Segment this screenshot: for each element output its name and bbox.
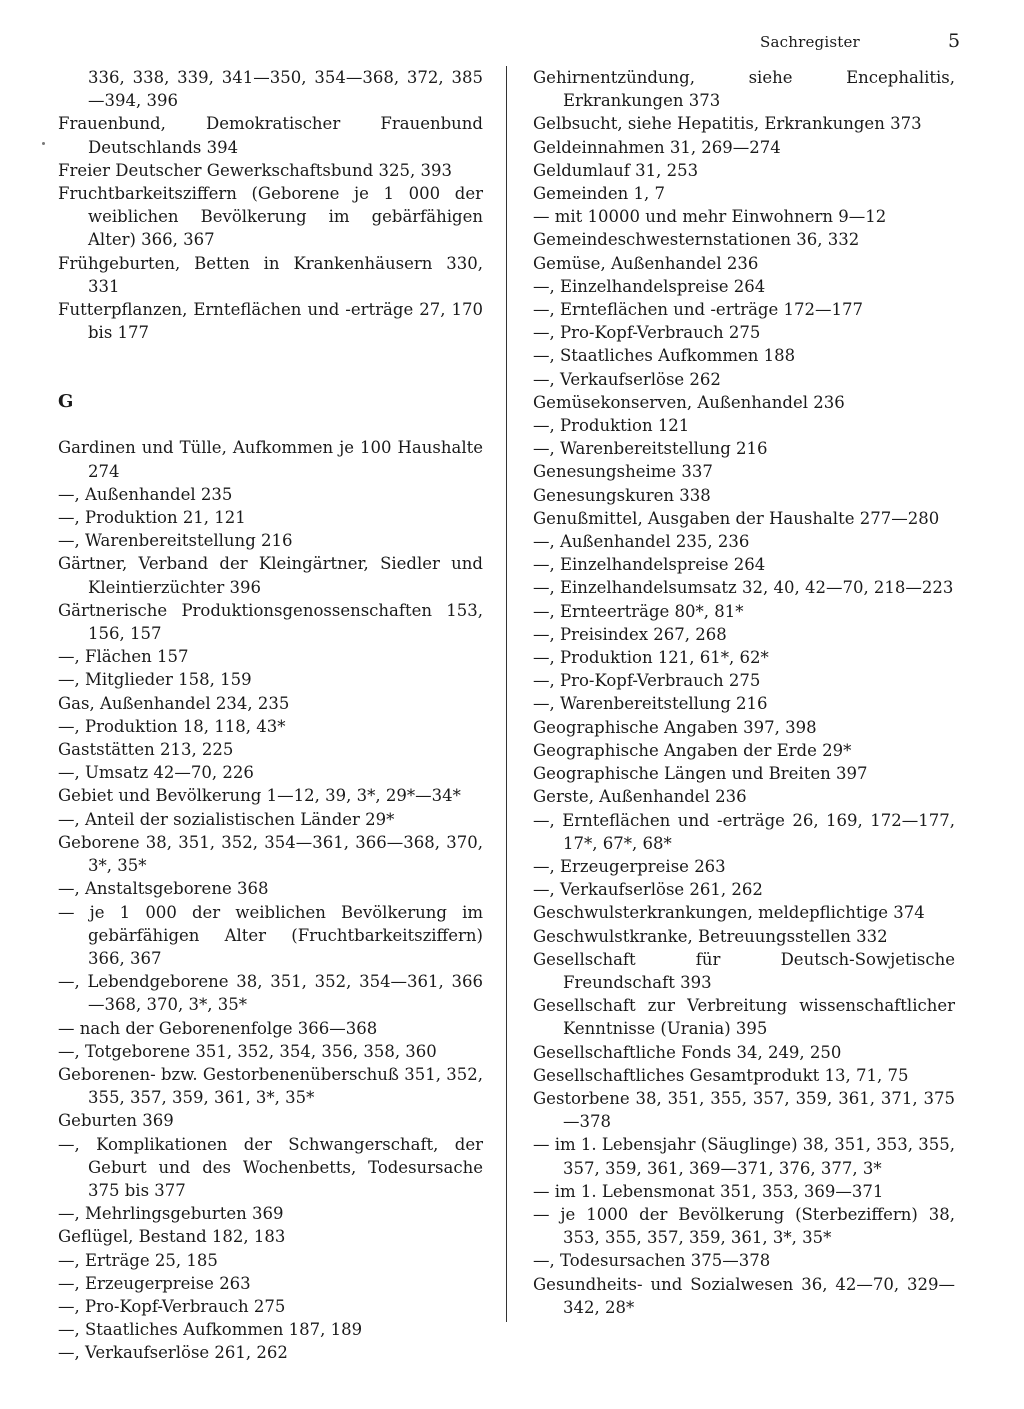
index-entry: Fruchtbarkeitsziffern (Geborene je 1 000 der weiblichen Bevölkerung im gebärfähigen Alter) 366, 367	[58, 184, 483, 250]
index-entry: Frauenbund, Demokratischer Frauenbund Deutschlands 394	[58, 114, 483, 157]
index-entry: 336, 338, 339, 341—350, 354—368, 372, 385—394, 396	[88, 68, 483, 111]
section-letter-heading: G	[58, 391, 74, 413]
index-subentry: —, Erzeugerpreise 263	[58, 1273, 251, 1293]
index-entry: Gaststätten 213, 225	[58, 740, 234, 760]
index-entry: Gesellschaft zur Verbreitung wissenschaftlicher Kenntnisse (Urania) 395	[533, 996, 955, 1039]
index-entry: Gardinen und Tülle, Aufkommen je 100 Haushalte 274	[58, 438, 483, 481]
index-subentry: —, Warenbereitstellung 216	[533, 694, 768, 714]
index-subentry: —, Anteil der sozialistischen Länder 29*	[58, 809, 395, 829]
index-entry: Gärtnerische Produktionsgenossenschaften 153, 156, 157	[58, 600, 483, 644]
index-entry: Gehirnentzündung, siehe Encephalitis, Erkrankungen 373	[533, 68, 955, 111]
index-entry: Frühgeburten, Betten in Krankenhäusern 330, 331	[58, 253, 483, 296]
index-entry: Geldumlauf 31, 253	[533, 160, 699, 180]
left-index-column	[58, 66, 483, 1365]
index-subentry: —, Umsatz 42—70, 226	[58, 763, 254, 783]
index-subentry: —, Einzelhandelsumsatz 32, 40, 42—70, 218—223	[533, 578, 954, 598]
index-entry: Gesundheits- und Sozialwesen 36, 42—70, 329—342, 28*	[533, 1274, 955, 1317]
index-entry: Genesungsheime 337	[533, 462, 713, 482]
index-entry: Geographische Angaben der Erde 29*	[533, 740, 852, 760]
index-entry: Genesungskuren 338	[533, 485, 711, 505]
index-subentry: —, Anstaltsgeborene 368	[58, 879, 269, 899]
index-subentry: —, Warenbereitstellung 216	[533, 439, 768, 459]
index-subentry: —, Staatliches Aufkommen 187, 189	[58, 1320, 363, 1340]
index-entry: Gestorbene 38, 351, 355, 357, 359, 361, 371, 375—378	[533, 1088, 955, 1132]
index-subentry: —, Pro-Kopf-Verbrauch 275	[533, 323, 761, 343]
index-subentry: —, Totgeborene 351, 352, 354, 356, 358, 360	[58, 1041, 437, 1061]
index-entry: Gebiet und Bevölkerung 1—12, 39, 3*, 29*—34*	[58, 786, 461, 806]
page-number: 5	[948, 30, 961, 52]
index-entry: Geborene 38, 351, 352, 354—361, 366—368, 370, 3*, 35*	[58, 832, 483, 876]
index-subentry: —, Außenhandel 235, 236	[533, 532, 750, 552]
index-subentry: —, Erträge 25, 185	[58, 1250, 218, 1270]
index-subentry: —, Pro-Kopf-Verbrauch 275	[533, 671, 761, 691]
index-entry: Gemeindeschwesternstationen 36, 332	[533, 230, 860, 250]
index-subentry: — je 1000 der Bevölkerung (Sterbeziffern) 38, 353, 355, 357, 359, 361, 3*, 35*	[533, 1204, 955, 1248]
right-index-column	[533, 66, 955, 1319]
index-subentry: —, Außenhandel 235	[58, 484, 233, 504]
index-subentry: —, Ernteflächen und -erträge 172—177	[533, 300, 863, 320]
index-entry: Geborenen- bzw. Gestorbenenüberschuß 351, 352, 355, 357, 359, 361, 3*, 35*	[58, 1064, 483, 1108]
index-subentry: — je 1 000 der weiblichen Bevölkerung im gebärfähigen Alter (Fruchtbarkeitsziffern) 366, 367	[58, 902, 483, 968]
index-entry: Gesellschaftliche Fonds 34, 249, 250	[533, 1042, 842, 1062]
index-entry: Gesellschaftliches Gesamtprodukt 13, 71, 75	[533, 1065, 909, 1085]
index-entry: Gärtner, Verband der Kleingärtner, Siedler und Kleintierzüchter 396	[58, 554, 483, 597]
page-header	[0, 30, 1024, 56]
index-subentry: —, Warenbereitstellung 216	[58, 531, 293, 551]
index-subentry: —, Produktion 121, 61*, 62*	[533, 648, 769, 668]
index-entry: Geflügel, Bestand 182, 183	[58, 1227, 286, 1247]
index-subentry: —, Produktion 121	[533, 416, 690, 436]
index-subentry: —, Produktion 18, 118, 43*	[58, 716, 286, 736]
index-subentry: —, Flächen 157	[58, 647, 189, 667]
index-subentry: —, Einzelhandelspreise 264	[533, 276, 766, 296]
index-subentry: —, Lebendgeborene 38, 351, 352, 354—361, 366—368, 370, 3*, 35*	[58, 972, 483, 1015]
column-divider	[506, 66, 507, 1322]
index-subentry: —, Verkaufserlöse 261, 262	[533, 880, 763, 900]
index-subentry: —, Mehrlingsgeburten 369	[58, 1204, 284, 1224]
index-subentry: —, Pro-Kopf-Verbrauch 275	[58, 1296, 286, 1316]
index-subentry: — mit 10000 und mehr Einwohnern 9—12	[533, 207, 887, 227]
index-entry: Gemüsekonserven, Außenhandel 236	[533, 392, 845, 412]
index-entry: Gas, Außenhandel 234, 235	[58, 693, 290, 713]
index-entry: Freier Deutscher Gewerkschaftsbund 325, 393	[58, 160, 452, 180]
index-entry: Geographische Längen und Breiten 397	[533, 764, 868, 784]
index-entry: Gemeinden 1, 7	[533, 184, 665, 204]
index-subentry: —, Todesursachen 375—378	[533, 1251, 771, 1271]
index-entry: Geldeinnahmen 31, 269—274	[533, 137, 781, 157]
index-subentry: —, Mitglieder 158, 159	[58, 670, 252, 690]
index-entry: Gemüse, Außenhandel 236	[533, 253, 759, 273]
index-subentry: —, Verkaufserlöse 261, 262	[58, 1343, 288, 1363]
index-entry: Genußmittel, Ausgaben der Haushalte 277—280	[533, 508, 940, 528]
running-head: Sachregister	[760, 33, 860, 51]
index-entry: Geographische Angaben 397, 398	[533, 717, 817, 737]
index-subentry: —, Ernteerträge 80*, 81*	[533, 601, 744, 621]
index-subentry: —, Erzeugerpreise 263	[533, 856, 726, 876]
index-subentry: —, Komplikationen der Schwangerschaft, der Geburt und des Wochenbetts, Todesursache 375 bis 377	[58, 1134, 483, 1200]
index-subentry: —, Ernteflächen und -erträge 26, 169, 172—177, 17*, 67*, 68*	[533, 810, 955, 853]
index-entry: Futterpflanzen, Ernteflächen und -erträge 27, 170 bis 177	[58, 300, 483, 343]
index-entry: Gelbsucht, siehe Hepatitis, Erkrankungen 373	[533, 114, 922, 134]
index-entry: Geschwulsterkrankungen, meldepflichtige 374	[533, 903, 925, 923]
index-entry: Geburten 369	[58, 1111, 174, 1131]
index-entry: Gerste, Außenhandel 236	[533, 787, 747, 807]
index-entry: Gesellschaft für Deutsch-Sowjetische Freundschaft 393	[533, 949, 955, 992]
index-subentry: —, Staatliches Aufkommen 188	[533, 346, 796, 366]
index-subentry: —, Produktion 21, 121	[58, 508, 246, 528]
index-subentry: — im 1. Lebensjahr (Säuglinge) 38, 351, 353, 355, 357, 359, 361, 369—371, 376, 377, 3*	[533, 1135, 955, 1178]
index-subentry: — nach der Geborenenfolge 366—368	[58, 1018, 378, 1038]
index-subentry: —, Einzelhandelspreise 264	[533, 555, 766, 575]
index-entry: Geschwulstkranke, Betreuungsstellen 332	[533, 926, 888, 946]
index-subentry: — im 1. Lebensmonat 351, 353, 369—371	[533, 1181, 884, 1201]
index-subentry: —, Preisindex 267, 268	[533, 624, 727, 644]
index-subentry: —, Verkaufserlöse 262	[533, 369, 721, 389]
margin-speck	[42, 142, 45, 145]
